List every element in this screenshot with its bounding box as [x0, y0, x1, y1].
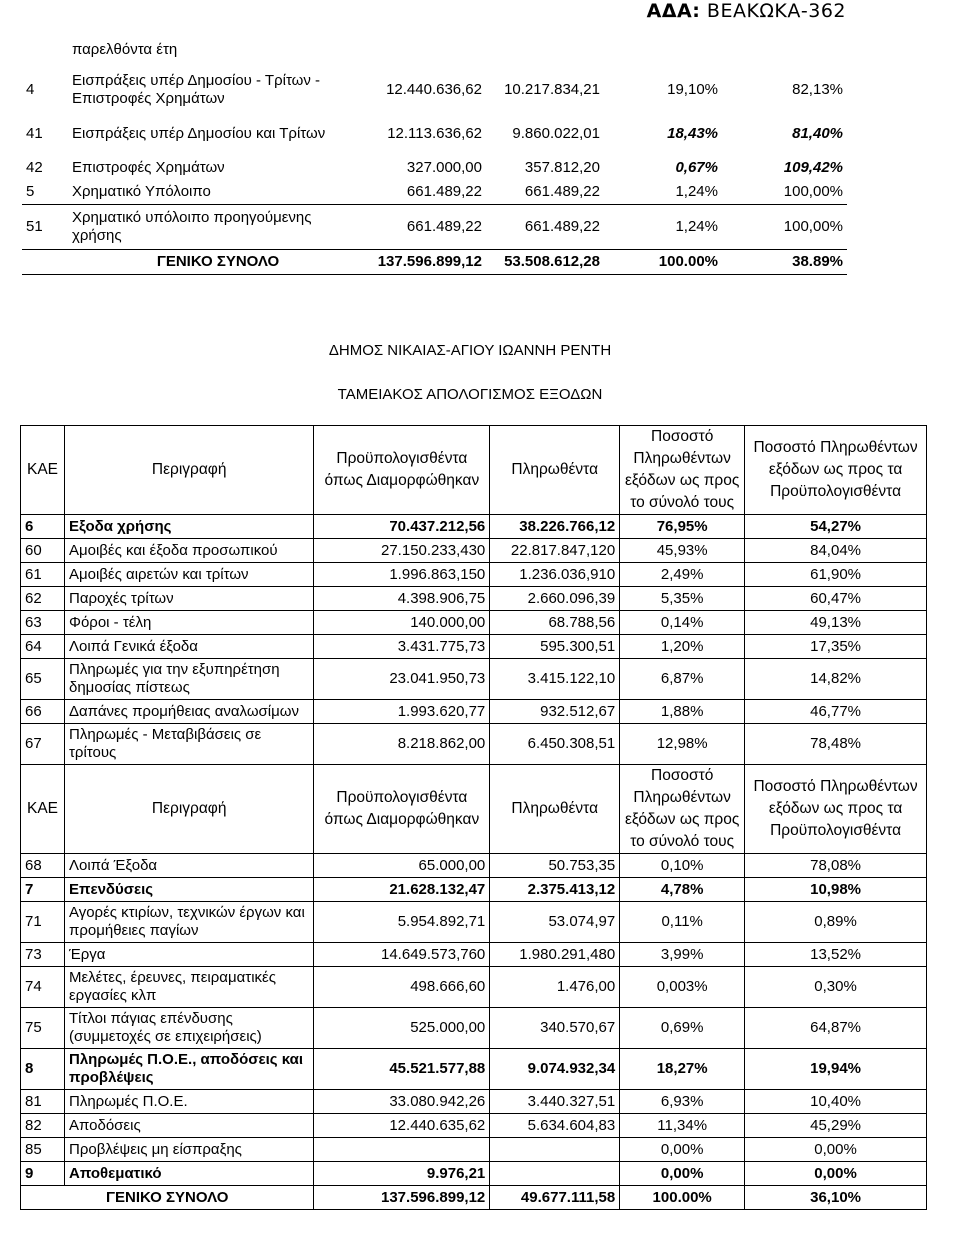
- cell-desc: Λοιπά Γενικά έξοδα: [64, 635, 313, 659]
- cell-paid: 595.300,51: [490, 635, 620, 659]
- column-header-pct-total: Ποσοστό Πληρωθέντων εξόδων ως προς το σύνολό τους: [620, 765, 745, 854]
- grand-total-budget: 137.596.899,12: [314, 1186, 490, 1210]
- cell-paid: 68.788,56: [490, 611, 620, 635]
- grand-total-pct2: 36,10%: [745, 1186, 927, 1210]
- cell-pct1: 0,00%: [620, 1138, 745, 1162]
- cell-pct2: 0,00%: [745, 1138, 927, 1162]
- cell-paid: 9.074.932,34: [490, 1049, 620, 1090]
- cell-pct2: 60,47%: [745, 587, 927, 611]
- table-row: [21, 635, 927, 659]
- cell-code: 64: [21, 635, 65, 659]
- cell-pct1: 3,99%: [620, 943, 745, 967]
- cell-code: 71: [21, 902, 65, 943]
- cell-budget: 140.000,00: [314, 611, 490, 635]
- cell-pct1: 6,87%: [620, 659, 745, 700]
- cell-budget: 5.954.892,71: [314, 902, 490, 943]
- cell-desc: Επενδύσεις: [64, 878, 313, 902]
- cell-desc: Λοιπά Έξοδα: [64, 854, 313, 878]
- cell-code: 68: [21, 854, 65, 878]
- cell-pct2: 49,13%: [745, 611, 927, 635]
- cell-budget: 4.398.906,75: [314, 587, 490, 611]
- cell-budget: 8.218.862,00: [314, 724, 490, 765]
- cell-pct2: 45,29%: [745, 1114, 927, 1138]
- cell-code: 67: [21, 724, 65, 765]
- table-row: 41 Εισπράξεις υπέρ Δημοσίου και Τρίτων 12.113.636,62 9.860.022,01 18,43% 81,40%: [22, 112, 847, 156]
- cell-paid: 932.512,67: [490, 700, 620, 724]
- column-header-row: [21, 765, 927, 854]
- column-header-desc: Περιγραφή: [64, 765, 313, 854]
- cell-paid: 53.074,97: [490, 902, 620, 943]
- table-row: [21, 515, 927, 539]
- cell-code: 85: [21, 1138, 65, 1162]
- table-row: [21, 1090, 927, 1114]
- cell-pct1: 0,11%: [620, 902, 745, 943]
- column-header-paid: Πληρωθέντα: [490, 426, 620, 515]
- cell-code: 75: [21, 1008, 65, 1049]
- cell-budget: 525.000,00: [314, 1008, 490, 1049]
- cell-budget: 3.431.775,73: [314, 635, 490, 659]
- row-desc: Επιστροφές Χρημάτων: [72, 159, 225, 176]
- cell-pct1: 18,27%: [620, 1049, 745, 1090]
- cell-desc: Δαπάνες προμήθειας αναλωσίμων: [64, 700, 313, 724]
- table-row: [21, 587, 927, 611]
- column-header-budget: Προϋπολογισθέντα όπως Διαμορφώθηκαν: [314, 426, 490, 515]
- table-row: [21, 659, 927, 700]
- table-row: [21, 1138, 927, 1162]
- cell-code: 6: [21, 515, 65, 539]
- cell-budget: 27.150.233,430: [314, 539, 490, 563]
- row-desc: παρελθόντα έτη: [72, 41, 178, 58]
- cell-code: 61: [21, 563, 65, 587]
- cell-pct2: 10,40%: [745, 1090, 927, 1114]
- cell-code: 66: [21, 700, 65, 724]
- cell-code: 7: [21, 878, 65, 902]
- cell-desc: Προβλέψεις μη είσπραξης: [64, 1138, 313, 1162]
- table-row: [21, 1049, 927, 1090]
- cell-desc: Αποδόσεις: [64, 1114, 313, 1138]
- cell-code: 8: [21, 1049, 65, 1090]
- column-header-code: ΚΑΕ: [21, 765, 65, 854]
- cell-paid: 22.817.847,120: [490, 539, 620, 563]
- table-row: [21, 878, 927, 902]
- column-header-desc: Περιγραφή: [64, 426, 313, 515]
- cell-pct2: 19,94%: [745, 1049, 927, 1090]
- municipality-title: ΔΗΜΟΣ ΝΙΚΑΙΑΣ-ΑΓΙΟΥ ΙΩΑΝΝΗ ΡΕΝΤΗ: [328, 342, 612, 359]
- cell-desc: Μελέτες, έρευνες, πειραματικές εργασίες κλπ: [64, 967, 313, 1008]
- table-row: [21, 967, 927, 1008]
- cell-pct1: 0,003%: [620, 967, 745, 1008]
- column-header-pct-budget: Ποσοστό Πληρωθέντων εξόδων ως προς τα Προϋπολογισθέντα: [745, 765, 927, 854]
- ada-header: [647, 0, 846, 22]
- cell-pct2: 14,82%: [745, 659, 927, 700]
- cell-desc: Πληρωμές - Μεταβιβάσεις σε τρίτους: [64, 724, 313, 765]
- table-row: [21, 700, 927, 724]
- cell-paid: 1.236.036,910: [490, 563, 620, 587]
- table-row: [21, 563, 927, 587]
- cell-pct2: 17,35%: [745, 635, 927, 659]
- table-row: [21, 1162, 927, 1186]
- cell-code: 65: [21, 659, 65, 700]
- cell-code: 63: [21, 611, 65, 635]
- cell-code: 9: [21, 1162, 65, 1186]
- cell-paid: 340.570,67: [490, 1008, 620, 1049]
- cell-desc: Τίτλοι πάγιας επένδυσης (συμμετοχές σε επιχειρήσεις): [64, 1008, 313, 1049]
- cell-pct1: 1,20%: [620, 635, 745, 659]
- cell-budget: 498.666,60: [314, 967, 490, 1008]
- ada-label: ΑΔΑ:: [646, 0, 701, 22]
- cell-desc: Πληρωμές Π.Ο.Ε.: [64, 1090, 313, 1114]
- table-row: [21, 724, 927, 765]
- ada-code: ΒΕΑΚΩΚΑ-362: [706, 0, 846, 22]
- cell-code: 82: [21, 1114, 65, 1138]
- table-row: [21, 611, 927, 635]
- cell-pct1: 6,93%: [620, 1090, 745, 1114]
- expenses-table: [20, 425, 927, 1210]
- cell-pct2: 0,00%: [745, 1162, 927, 1186]
- cell-code: 74: [21, 967, 65, 1008]
- column-header-paid: Πληρωθέντα: [490, 765, 620, 854]
- cell-pct1: 1,88%: [620, 700, 745, 724]
- cell-budget: 45.521.577,88: [314, 1049, 490, 1090]
- grand-total-row: [21, 1186, 927, 1210]
- cell-pct2: 13,52%: [745, 943, 927, 967]
- cell-paid: [490, 1162, 620, 1186]
- cell-pct1: 11,34%: [620, 1114, 745, 1138]
- row-desc: Χρηματικό Υπόλοιπο: [68, 180, 368, 205]
- cell-budget: 14.649.573,760: [314, 943, 490, 967]
- cell-paid: 3.415.122,10: [490, 659, 620, 700]
- table-row: [21, 539, 927, 563]
- cell-paid: 1.476,00: [490, 967, 620, 1008]
- cell-pct1: 0,10%: [620, 854, 745, 878]
- column-header-row: [21, 426, 927, 515]
- cell-pct2: 54,27%: [745, 515, 927, 539]
- cell-paid: 5.634.604,83: [490, 1114, 620, 1138]
- cell-pct2: 78,48%: [745, 724, 927, 765]
- column-header-code: ΚΑΕ: [21, 426, 65, 515]
- cell-budget: 70.437.212,56: [314, 515, 490, 539]
- cell-pct1: 76,95%: [620, 515, 745, 539]
- cell-paid: 38.226.766,12: [490, 515, 620, 539]
- cell-desc: Αποθεματικό: [64, 1162, 313, 1186]
- cell-code: 73: [21, 943, 65, 967]
- cell-pct2: 10,98%: [745, 878, 927, 902]
- cell-budget: 65.000,00: [314, 854, 490, 878]
- row-desc: Χρηματικό υπόλοιπο προηγούμενης χρήσης: [72, 209, 312, 244]
- cell-desc: Αμοιβές και έξοδα προσωπικού: [64, 539, 313, 563]
- report-title: ΤΑΜΕΙΑΚΟΣ ΑΠΟΛΟΓΙΣΜΟΣ ΕΞΟΔΩΝ: [337, 386, 603, 403]
- cell-paid: [490, 1138, 620, 1162]
- cell-pct1: 45,93%: [620, 539, 745, 563]
- top-table: [22, 32, 847, 275]
- table-row: [22, 32, 847, 68]
- cell-budget: 33.080.942,26: [314, 1090, 490, 1114]
- cell-pct1: 5,35%: [620, 587, 745, 611]
- cell-budget: 1.996.863,150: [314, 563, 490, 587]
- cell-code: 81: [21, 1090, 65, 1114]
- cell-pct2: 78,08%: [745, 854, 927, 878]
- total-row: ΓΕΝΙΚΟ ΣΥΝΟΛΟ 137.596.899,12 53.508.612,28 100.00% 38.89%: [22, 250, 847, 275]
- cell-paid: 3.440.327,51: [490, 1090, 620, 1114]
- cell-pct1: 12,98%: [620, 724, 745, 765]
- cell-pct2: 64,87%: [745, 1008, 927, 1049]
- table-row: [21, 1114, 927, 1138]
- cell-pct2: 0,89%: [745, 902, 927, 943]
- grand-total-paid: 49.677.111,58: [490, 1186, 620, 1210]
- cell-paid: 6.450.308,51: [490, 724, 620, 765]
- table-row: 4 Εισπράξεις υπέρ Δημοσίου - Τρίτων - Επιστροφές Χρημάτων 12.440.636,62 10.217.834,21 19,10% 82,13%: [22, 68, 847, 112]
- cell-budget: 1.993.620,77: [314, 700, 490, 724]
- cell-code: 60: [21, 539, 65, 563]
- cell-pct1: 0,00%: [620, 1162, 745, 1186]
- cell-paid: 1.980.291,480: [490, 943, 620, 967]
- cell-desc: Φόροι - τέλη: [64, 611, 313, 635]
- cell-desc: Αμοιβές αιρετών και τρίτων: [64, 563, 313, 587]
- table-row: 42 Επιστροφές Χρημάτων 327.000,00 357.812,20 0,67% 109,42%: [22, 156, 847, 180]
- table-row: [21, 902, 927, 943]
- cell-paid: 50.753,35: [490, 854, 620, 878]
- column-header-pct-budget: Ποσοστό Πληρωθέντων εξόδων ως προς τα Προϋπολογισθέντα: [745, 426, 927, 515]
- cell-desc: Έργα: [64, 943, 313, 967]
- cell-desc: Πληρωμές για την εξυπηρέτηση δημοσίας πίστεως: [64, 659, 313, 700]
- column-header-budget: Προϋπολογισθέντα όπως Διαμορφώθηκαν: [314, 765, 490, 854]
- cell-budget: 21.628.132,47: [314, 878, 490, 902]
- cell-code: 62: [21, 587, 65, 611]
- cell-pct1: 0,14%: [620, 611, 745, 635]
- cell-budget: 9.976,21: [314, 1162, 490, 1186]
- cell-paid: 2.375.413,12: [490, 878, 620, 902]
- cell-desc: Παροχές τρίτων: [64, 587, 313, 611]
- cell-pct1: 2,49%: [620, 563, 745, 587]
- cell-budget: 23.041.950,73: [314, 659, 490, 700]
- cell-desc: Εξοδα χρήσης: [64, 515, 313, 539]
- cell-pct2: 61,90%: [745, 563, 927, 587]
- cell-budget: [314, 1138, 490, 1162]
- row-desc: Εισπράξεις υπέρ Δημοσίου και Τρίτων: [72, 125, 326, 142]
- cell-paid: 2.660.096,39: [490, 587, 620, 611]
- cell-desc: Πληρωμές Π.Ο.Ε., αποδόσεις και προβλέψεις: [64, 1049, 313, 1090]
- cell-pct2: 0,30%: [745, 967, 927, 1008]
- grand-total-label: ΓΕΝΙΚΟ ΣΥΝΟΛΟ: [21, 1186, 314, 1210]
- cell-pct1: 0,69%: [620, 1008, 745, 1049]
- cell-pct1: 4,78%: [620, 878, 745, 902]
- cell-pct2: 46,77%: [745, 700, 927, 724]
- column-header-pct-total: Ποσοστό Πληρωθέντων εξόδων ως προς το σύνολό τους: [620, 426, 745, 515]
- grand-total-pct1: 100.00%: [620, 1186, 745, 1210]
- row-desc: Εισπράξεις υπέρ Δημοσίου - Τρίτων - Επιστροφές Χρημάτων: [72, 72, 321, 107]
- table-row: 51 Χρηματικό υπόλοιπο προηγούμενης χρήσης 661.489,22 661.489,22 1,24% 100,00%: [22, 205, 847, 250]
- cell-budget: 12.440.635,62: [314, 1114, 490, 1138]
- table-row: [21, 1008, 927, 1049]
- cell-pct2: 84,04%: [745, 539, 927, 563]
- table-row: [21, 854, 927, 878]
- table-row: 5 Χρηματικό Υπόλοιπο 661.489,22 661.489,22 1,24% 100,00%: [22, 180, 847, 205]
- cell-desc: Αγορές κτιρίων, τεχνικών έργων και προμήθειες παγίων: [64, 902, 313, 943]
- table-row: [21, 943, 927, 967]
- total-label: ΓΕΝΙΚΟ ΣΥΝΟΛΟ: [68, 250, 368, 275]
